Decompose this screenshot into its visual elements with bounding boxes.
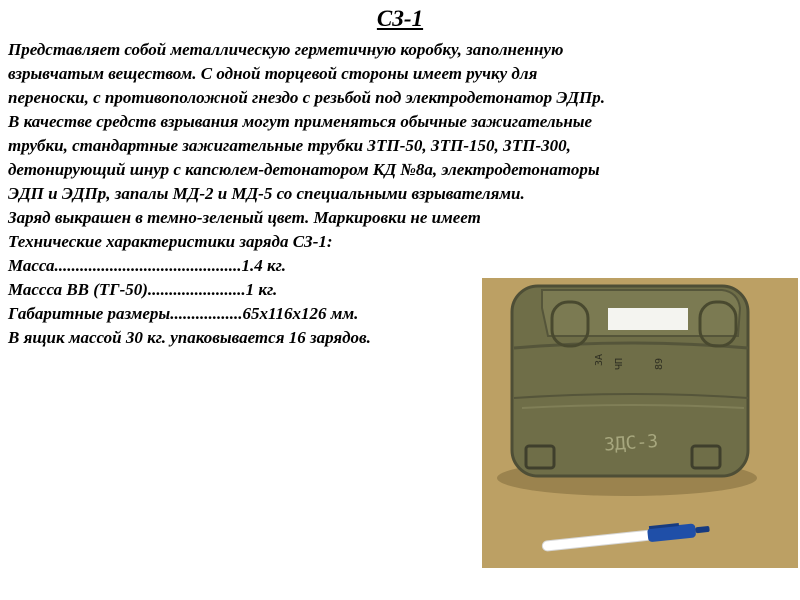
specs-heading: Технические характеристики заряда СЗ-1:	[8, 232, 333, 251]
page-title: СЗ-1	[376, 6, 424, 31]
box-marking: ЗДС-3	[603, 430, 659, 456]
description-line: В качестве средств взрывания могут применяться обычные зажигательные	[8, 112, 593, 131]
svg-text:ЗА: ЗА	[594, 353, 605, 366]
description-line: Представляет собой металлическую герметичную коробку, заполненную	[8, 40, 564, 59]
svg-text:ЧП: ЧП	[614, 357, 625, 370]
description-line: взрывчатым веществом. С одной торцевой стороны имеет ручку для	[8, 64, 538, 83]
paper-label	[608, 308, 688, 330]
charge-photo-drawing	[482, 278, 798, 568]
spec-dimensions: Габаритные размеры.................65x116x126 мм.	[8, 304, 359, 323]
spec-explosive-mass: Массса ВВ (ТГ-50).......................1 кг.	[8, 280, 278, 299]
description-line: переноски, с противоположной гнездо с резьбой под электродетонатор ЭДПр.	[8, 88, 605, 107]
description-line: детонирующий шнур с капсюлем-детонатором КД №8а, электродетонаторы	[8, 160, 600, 179]
spec-packing: В ящик массой 30 кг. упаковывается 16 зарядов.	[8, 328, 371, 347]
charge-photo	[482, 278, 798, 568]
svg-text:89: 89	[654, 357, 665, 370]
description-line: трубки, стандартные зажигательные трубки ЗТП-50, ЗТП-150, ЗТП-300,	[8, 136, 571, 155]
spec-mass: Масса............................................1.4 кг.	[8, 256, 286, 275]
description-line: ЭДП и ЭДПр, запалы МД-2 и МД-5 со специальными взрывателями.	[8, 184, 525, 203]
description-line: Заряд выкрашен в темно-зеленый цвет. Маркировки не имеет	[8, 208, 481, 227]
